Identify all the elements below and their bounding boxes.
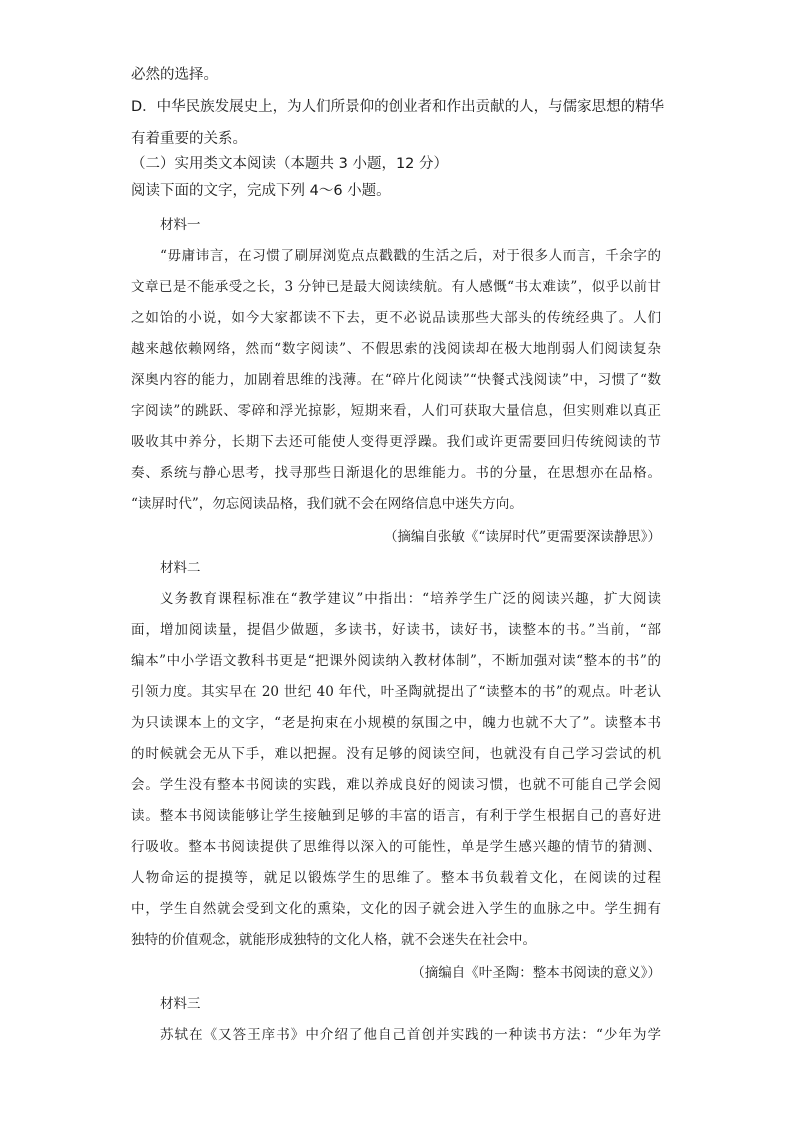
paragraph-line: 的时候就会无从下手，难以把握。没有足够的阅读空间，也就没有自己学习尝试的机 (131, 746, 661, 762)
paragraph-line: 会。学生没有整本书阅读的实践，难以养成良好的阅读习惯，也就不可能自己学会阅 (131, 777, 661, 793)
paragraph-line: 苏轼在《又答王庠书》中介绍了他自己首创并实践的一种读书方法：“少年为学 (160, 1027, 661, 1043)
paragraph-line: 引领力度。其实早在 20 世纪 40 年代，叶圣陶就提出了“读整本的书”的观点。叶老认 (131, 684, 661, 700)
text-line: 有着重要的关系。 (131, 131, 247, 147)
paragraph-line: 编本”中小学语文教科书更是“把课外阅读纳入教材体制”，不断加强对读“整本的书”的 (131, 653, 661, 669)
paragraph-line: “毋庸讳言，在习惯了刷屏浏览点点戳戳的生活之后，对于很多人而言，千余字的 (160, 248, 661, 264)
material-heading: 材料二 (160, 560, 201, 576)
material-heading: 材料一 (160, 217, 201, 233)
paragraph-line: 吸收其中养分，长期下去还可能使人变得更浮躁。我们或许更需要回归传统阅读的节 (131, 434, 661, 450)
text-line: 必然的选择。 (131, 67, 218, 83)
instruction-line: 阅读下面的文字，完成下列 4～6 小题。 (131, 183, 391, 199)
paragraph-line: 奏、系统与静心思考，找寻那些日渐退化的思维能力。书的分量，在思想亦在品格。 (131, 465, 661, 481)
paragraph-line: 面，增加阅读量，提倡少做题，多读书，好读书，读好书，读整本的书。”当前，“部 (131, 622, 661, 638)
paragraph-line: 行吸收。整本书阅读提供了思维得以深入的可能性，单是学生感兴趣的情节的猜测、 (131, 839, 661, 855)
paragraph-line: 文章已是不能承受之长，3 分钟已是最大阅读续航。有人感慨“书太难读”，似乎以前甘 (131, 279, 661, 295)
source-citation: （摘编自张敏《“读屏时代”更需要深读静思》） (383, 529, 661, 545)
paragraph-line: 为只读课本上的文字，“老是拘束在小规模的氛围之中，魄力也就不大了”。读整本书 (131, 715, 661, 731)
paragraph-line: 中，学生自然就会受到文化的熏染，文化的因子就会进入学生的血脉之中。学生拥有 (131, 901, 661, 917)
paragraph-line: 深奥内容的能力，加剧着思维的浅薄。在“碎片化阅读”“快餐式浅阅读”中，习惯了“数 (131, 372, 661, 388)
option-d-line: D．中华民族发展史上，为人们所景仰的创业者和作出贡献的人，与儒家思想的精华 (131, 99, 665, 115)
source-citation: （摘编自《叶圣陶：整本书阅读的意义》） (411, 965, 661, 981)
paragraph-line: 之如饴的小说，如今大家都读不下去，更不必说品读那些大部头的传统经典了。人们 (131, 310, 661, 326)
material-heading: 材料三 (160, 996, 201, 1012)
section-heading: （二）实用类文本阅读（本题共 3 小题，12 分） (131, 156, 449, 172)
paragraph-line: 读。整本书阅读能够让学生接触到足够的丰富的语言，有利于学生根据自己的喜好进 (131, 808, 661, 824)
paragraph-line: 独特的价值观念，就能形成独特的文化人格，就不会迷失在社会中。 (131, 932, 536, 948)
paragraph-line: 人物命运的提摸等，就足以锻炼学生的思维了。整本书负载着文化，在阅读的过程 (131, 870, 661, 886)
paragraph-line: 越来越依赖网络，然而“数字阅读”、不假思索的浅阅读却在极大地削弱人们阅读复杂 (131, 341, 661, 357)
paragraph-line: 字阅读”的跳跃、零碎和浮光掠影，短期来看，人们可获取大量信息，但实则难以真正 (131, 403, 661, 419)
paragraph-line: “读屏时代”，勿忘阅读品格，我们就不会在网络信息中迷失方向。 (131, 496, 523, 512)
paragraph-line: 义务教育课程标准在“教学建议”中指出：“培养学生广泛的阅读兴趣，扩大阅读 (160, 591, 661, 607)
